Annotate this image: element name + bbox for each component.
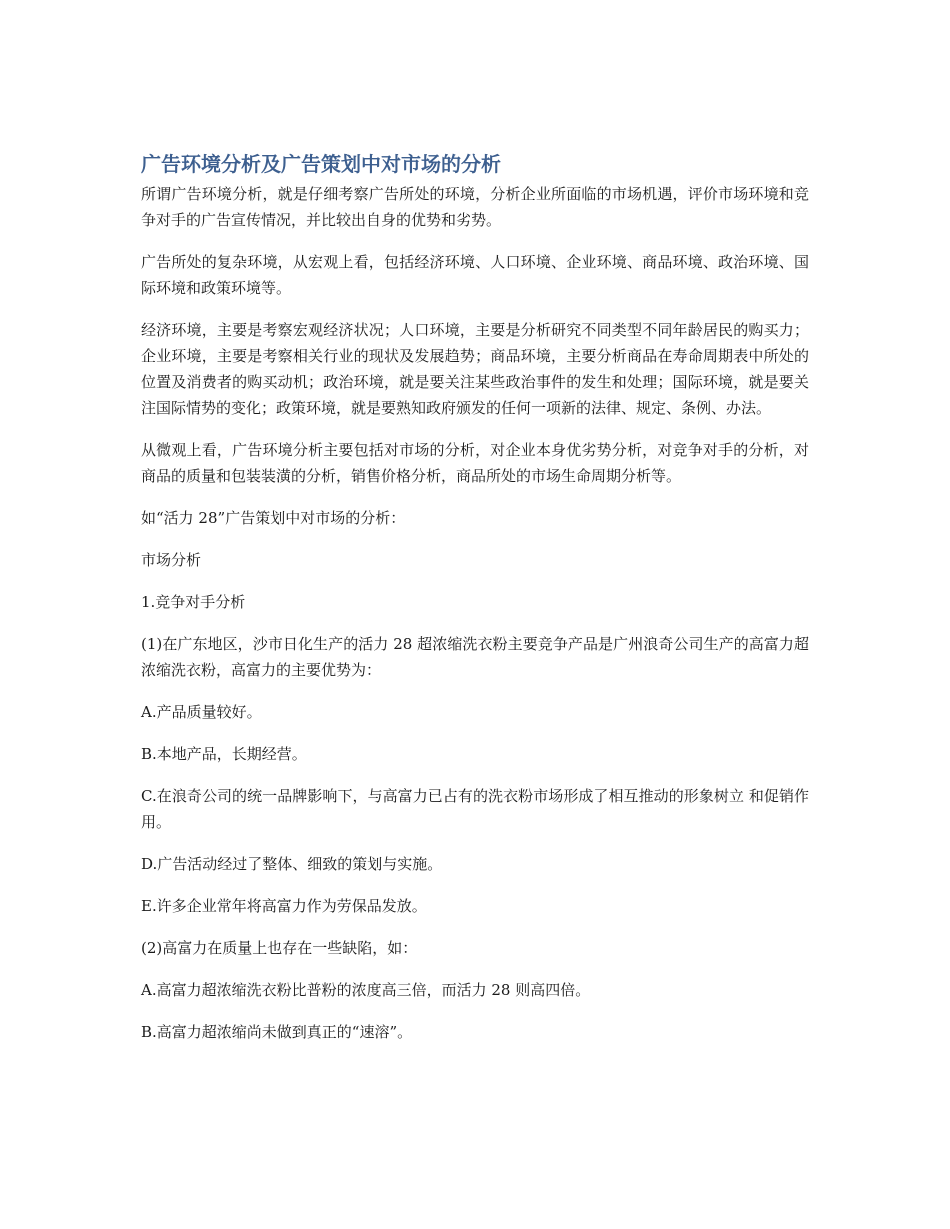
- paragraph: (1)在广东地区，沙市日化生产的活力 28 超浓缩洗衣粉主要竞争产品是广州浪奇公司生产的高富力超浓缩洗衣粉，高富力的主要优势为：: [141, 635, 809, 679]
- list-item: A.产品质量较好。: [141, 703, 262, 721]
- paragraph: 广告所处的复杂环境，从宏观上看，包括经济环境、人口环境、企业环境、商品环境、政治环境、国际环境和政策环境等。: [141, 253, 809, 297]
- list-item: B.本地产品，长期经营。: [141, 745, 307, 763]
- paragraph: 如“活力 28”广告策划中对市场的分析：: [141, 509, 406, 527]
- list-item: D.广告活动经过了整体、细致的策划与实施。: [141, 855, 443, 873]
- list-item: E.许多企业常年将高富力作为劳保品发放。: [141, 897, 427, 915]
- document-page: [141, 148, 809, 1061]
- subsection-heading: 1.竞争对手分析: [141, 593, 246, 611]
- paragraph: 从微观上看，广告环境分析主要包括对市场的分析，对企业本身优劣势分析，对竞争对手的分析，对商品的质量和包装装潢的分析，销售价格分析，商品所处的市场生命周期分析等。: [141, 441, 809, 485]
- paragraph: 经济环境，主要是考察宏观经济状况；人口环境，主要是分析研究不同类型不同年龄居民的购买力；企业环境，主要是考察相关行业的现状及发展趋势；商品环境，主要分析商品在寿命周期表中所处的位置及消费者的购买动机；政治环境，就是要关注某些政治事件的发生和处理；国际环境，就是要关注国际情势的变化；政策环境，就是要熟知政府颁发的任何一项新的法律、规定、条例、办法。: [141, 321, 809, 417]
- list-item: C.在浪奇公司的统一品牌影响下，与高富力已占有的洗衣粉市场形成了相互推动的形象树立 和促销作用。: [141, 787, 809, 831]
- section-heading: 市场分析: [141, 551, 202, 569]
- list-item: A.高富力超浓缩洗衣粉比普粉的浓度高三倍，而活力 28 则高四倍。: [141, 981, 591, 999]
- paragraph: 所谓广告环境分析，就是仔细考察广告所处的环境，分析企业所面临的市场机遇，评价市场环境和竞争对手的广告宣传情况，并比较出自身的优势和劣势。: [141, 185, 809, 229]
- document-title: 广告环境分析及广告策划中对市场的分析: [141, 152, 501, 176]
- paragraph: (2)高富力在质量上也存在一些缺陷，如：: [141, 939, 418, 957]
- list-item: B.高富力超浓缩尚未做到真正的“速溶”。: [141, 1023, 413, 1041]
